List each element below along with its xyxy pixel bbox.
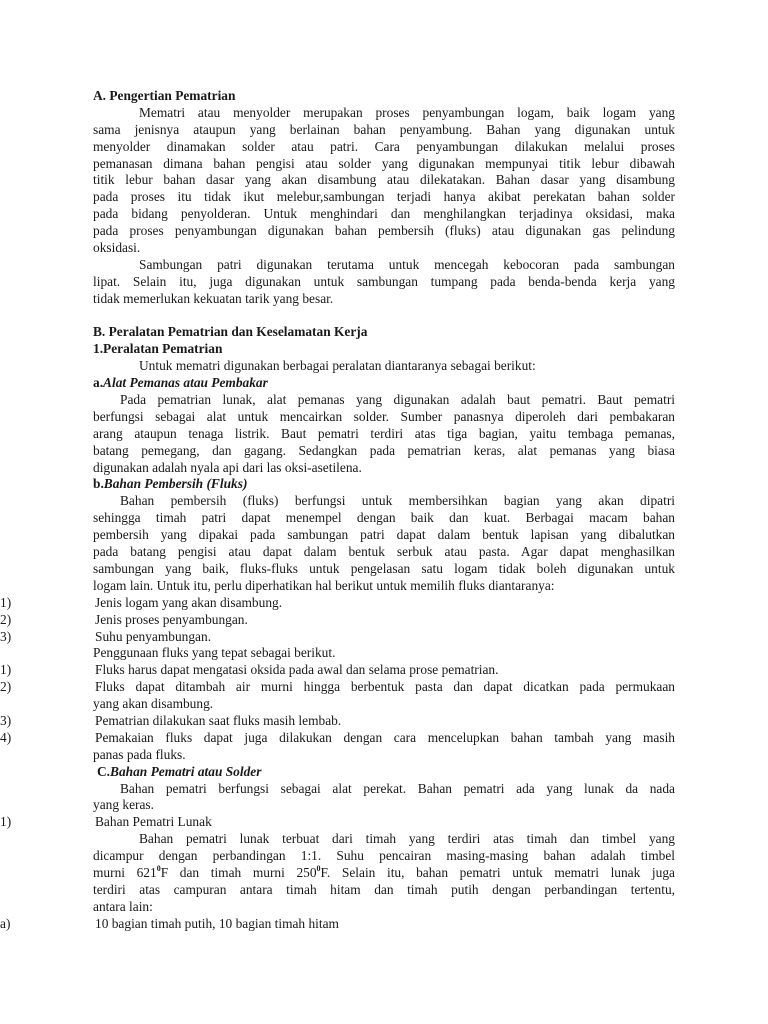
section-a-paragraph-line: pemanasan dimana bahan pengisi atau solder yang digunakan mempunyai titik lebur dibawah: [93, 155, 675, 171]
list-item: [0, 729, 675, 747]
section-a-heading: A. Pengertian Pematrian: [93, 88, 236, 103]
item-b-text-line: pada batang pengisi atau dapat dalam bentuk serbuk atau pasta. Agar dapat menghasilkan: [93, 544, 675, 560]
degree-superscript: 0: [316, 863, 321, 873]
list-text: Fluks harus dapat mengatasi oksida pada awal dan selama prose pematrian.: [95, 662, 499, 678]
item-a-title: Alat Pemanas atau Pembakar: [103, 375, 268, 391]
section-a-paragraph2-line: lipat. Selain itu, juga digunakan untuk sambungan tumpang pada benda-benda kerja yang: [93, 273, 675, 289]
list-text: 10 bagian timah putih, 10 bagian timah hitam: [95, 915, 339, 931]
section-a-paragraph-line: oksidasi.: [93, 240, 141, 256]
item-a-text-line: batang pemegang, dan gagang. Sedangkan pada pematrian keras, alat pemanas yang biasa: [93, 442, 675, 458]
c1-text-line: antara lain:: [93, 898, 153, 914]
list-item: [0, 628, 675, 646]
item-a-text-line: berfungsi sebagai alat untuk mencairkan solder. Sumber panasnya diperoleh dari pembakaran: [93, 408, 675, 424]
item-c-text-line: Bahan pematri berfungsi sebagai alat perekat. Bahan pematri ada yang lunak da nada: [120, 780, 675, 796]
spacer: [93, 308, 675, 325]
section-a-paragraph-line: menyolder dinamakan solder atau patri. Cara penyambungan dilakukan melalui proses: [93, 138, 675, 154]
list-text: Jenis logam yang akan disambung.: [95, 594, 283, 610]
list-text: Pemakaian fluks dapat juga dilakukan dengan cara mencelupkan bahan tambah yang masih: [95, 729, 675, 745]
item-b-heading: [93, 476, 675, 493]
item-b-text-line: Bahan pembersih (fluks) berfungsi untuk membersihkan bagian yang akan dipatri: [120, 493, 675, 509]
list-number: 1): [0, 662, 12, 678]
list-item: [0, 611, 675, 629]
item-b-text-line: sambungan yang baik, fluks-fluks untuk pengelasan satu logam tidak boleh digunakan untuk: [93, 560, 675, 576]
item-b-text-line: sehingga timah patri dapat menempel dengan baik dan kuat. Berbagai macam bahan: [93, 510, 675, 526]
section-a-paragraph2-line: tidak memerlukan kekuatan tarik yang besar.: [93, 290, 334, 306]
list-text: Jenis proses penyambungan.: [95, 611, 248, 627]
item-a-prefix: a.: [93, 375, 104, 391]
list-number: 2): [0, 611, 12, 627]
section-b-heading: B. Peralatan Pematrian dan Keselamatan Kerja: [93, 324, 368, 340]
list-number: 1): [0, 594, 12, 610]
c1-temp-a: murni 621: [93, 864, 157, 880]
c1-temperature-line: [93, 865, 675, 882]
item-b-text-line: logam lain. Untuk itu, perlu diperhatikan hal berikut untuk memilih fluks diantaranya:: [93, 577, 555, 593]
list-item: [0, 679, 675, 696]
list-item: [0, 915, 675, 933]
document-page: [0, 88, 675, 933]
item-a-text-line: arang ataupun tenaga listrik. Baut pematri terdiri atas tiga bagian, yaitu tembaga pemanas,: [93, 425, 675, 441]
list-item: [0, 662, 675, 679]
item-a-text-line: Pada pematrian lunak, alat pemanas yang digunakan adalah baut pematri. Baut pematri: [120, 392, 675, 408]
c1-text-line: terdiri atas campuran antara timah hitam dan timah putih dengan perbandingan tertentu,: [93, 881, 675, 897]
section-a-paragraph-line: Mematri atau menyolder merupakan proses penyambungan logam, baik logam yang: [139, 104, 675, 120]
item-c-text-line: yang keras.: [93, 797, 154, 813]
list-letter: a): [0, 915, 11, 931]
usage-intro: Penggunaan fluks yang tepat sebagai berikut.: [93, 645, 336, 661]
degree-superscript: 0: [156, 863, 161, 873]
list-text-continuation: yang akan disambung.: [93, 696, 214, 712]
list-text: Fluks dapat ditambah air murni hingga berbentuk pasta dan dapat dicatkan pada permukaan: [95, 679, 675, 695]
section-a-paragraph-line: titik lebur bahan dasar yang akan disambung atau dilekatakan. Bahan dasar yang disambung: [93, 172, 675, 188]
item-c-title: Bahan Pematri atau Solder: [110, 763, 262, 779]
section-a-paragraph-line: pada proses penyambungan digunakan bahan pembersih (fluks) atau digunakan gas pelindung: [93, 223, 675, 239]
list-number: 3): [0, 712, 12, 728]
c1-temp-b: F dan timah murni 250: [160, 864, 317, 880]
list-number: 2): [0, 679, 12, 695]
c1-temp-c: F. Selain itu, bahan pematri untuk mematri lunak juga: [320, 864, 675, 880]
list-text: Bahan Pematri Lunak: [95, 814, 212, 830]
subsection-1-intro: Untuk mematri digunakan berbagai peralatan diantaranya sebagai berikut:: [139, 358, 536, 374]
list-item: [0, 712, 675, 730]
c1-text-line: Bahan pematri lunak terbuat dari timah yang terdiri atas timah dan timbel yang: [139, 831, 675, 847]
list-text-continuation: panas pada fluks.: [93, 746, 186, 762]
section-a-paragraph-line: pada proses itu tidak ikut melebur,sambungan terjadi hanya akibat perekatan bahan solder: [93, 189, 675, 205]
c1-text-line: dicampur dengan perbandingan 1:1. Suhu pencairan masing-masing bahan adalah timbel: [93, 848, 675, 864]
item-b-title: Bahan Pembersih (Fluks): [103, 476, 248, 492]
section-a-paragraph-line: sama jenisnya ataupun yang berlainan bahan penyambung. Bahan yang digunakan untuk: [93, 121, 675, 137]
item-c-heading: [93, 764, 675, 781]
list-item: [0, 594, 675, 612]
item-a-heading: [93, 375, 675, 392]
item-b-text-line: pembersih yang dipakai pada sambungan patri dapat dalam bentuk lapisan yang dibalutkan: [93, 527, 675, 543]
item-b-prefix: b.: [93, 476, 104, 492]
item-c-prefix: C.: [97, 763, 111, 779]
list-text: Suhu penyambungan.: [95, 628, 212, 644]
section-a-paragraph2-line: Sambungan patri digunakan terutama untuk mencegah kebocoran pada sambungan: [139, 256, 675, 272]
list-number: 1): [0, 814, 12, 830]
list-text: Pematrian dilakukan saat fluks masih lembab.: [95, 712, 342, 728]
item-a-text-line: digunakan adalah nyala api dari las oksi-asetilena.: [93, 459, 362, 475]
list-item: [0, 814, 675, 831]
list-number: 4): [0, 729, 12, 745]
subsection-1-heading: 1.Peralatan Pematrian: [93, 341, 223, 357]
section-a-paragraph-line: pada bidang penyolderan. Untuk menghindari dan menghilangkan terjadinya oksidasi, maka: [93, 206, 675, 222]
list-number: 3): [0, 628, 12, 644]
